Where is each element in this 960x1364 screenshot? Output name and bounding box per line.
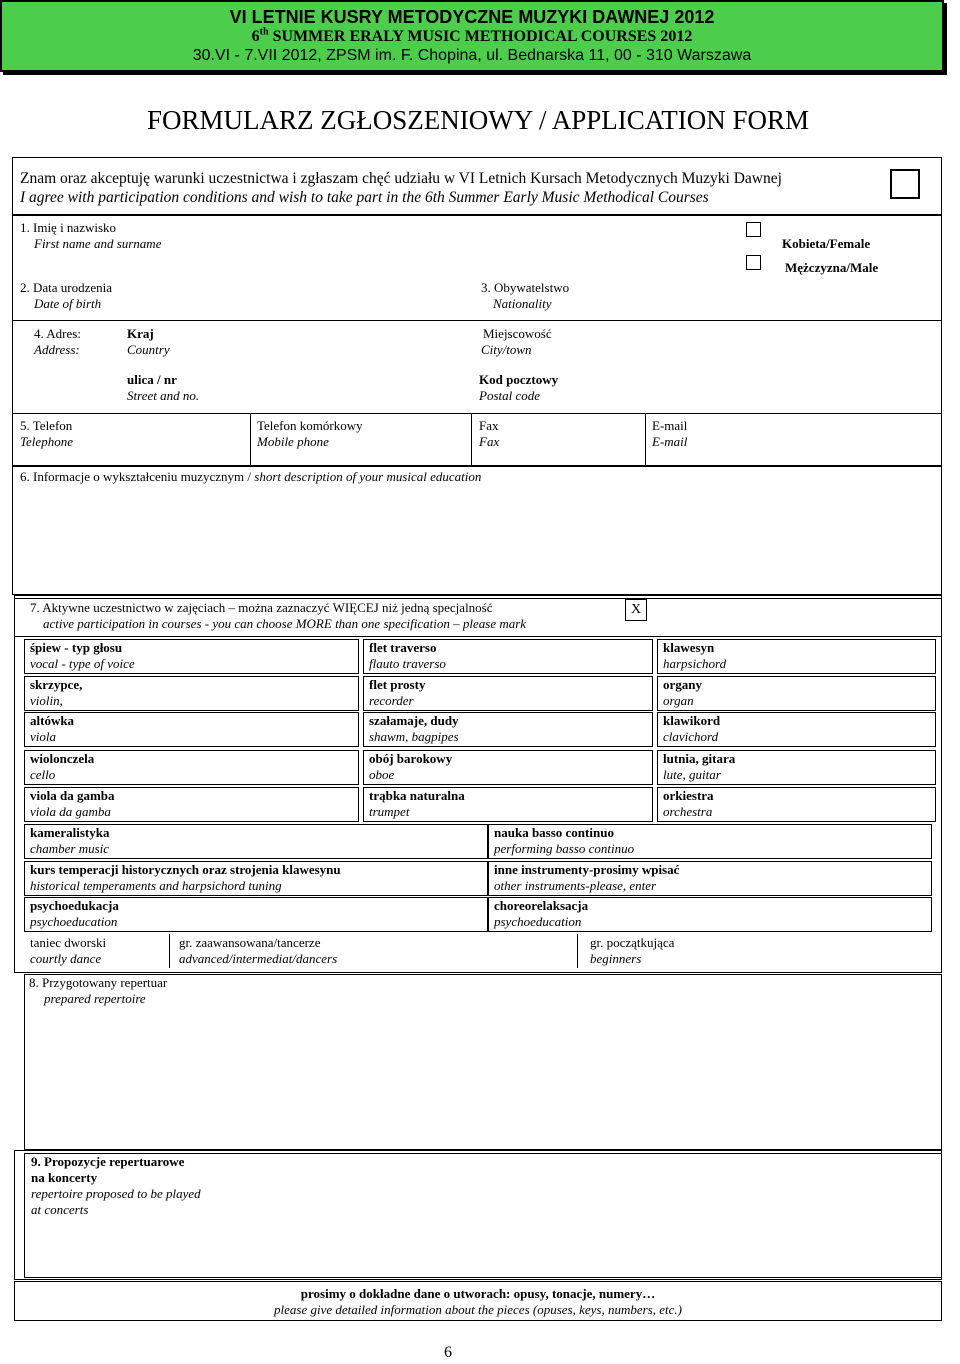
divider-phone — [12, 413, 942, 414]
option-label-pl: viola da gamba — [30, 788, 115, 803]
nationality-label-en: Nationality — [493, 296, 552, 311]
option-label-en: clavichord — [663, 729, 719, 744]
option-label-pl: orkiestra — [663, 788, 714, 803]
footer-note-pl: prosimy o dokładne dane o utworach: opusy, tonacje, numery… — [300, 1286, 656, 1301]
country-label-en: Country — [127, 342, 170, 357]
active-header-divider — [14, 636, 942, 637]
female-label: Kobieta/Female — [782, 236, 871, 251]
option-label-en: psychoeducation — [494, 914, 582, 929]
city-label-en: City/town — [481, 342, 532, 357]
page-number: 6 — [444, 1344, 452, 1361]
proposals-label-4: at concerts — [31, 1202, 89, 1217]
option-label-pl: choreorelaksacja — [494, 898, 589, 913]
fax-label-en: Fax — [479, 434, 500, 449]
option-label-pl: kameralistyka — [30, 825, 110, 840]
courtly-dance-en: courtly dance — [30, 951, 102, 966]
option-label-pl: śpiew - typ głosu — [30, 640, 123, 655]
address-label-pl: 4. Adres: — [34, 326, 81, 341]
email-label-pl: E-mail — [652, 418, 688, 433]
telephone-label-pl: 5. Telefon — [20, 418, 73, 433]
courtly-dance-pl: taniec dworski — [30, 935, 107, 950]
option-label-en: performing basso continuo — [494, 841, 635, 856]
option-label-pl: kurs temperacji historycznych oraz strojenia klawesynu — [30, 862, 341, 877]
option-label-en: lute, guitar — [663, 767, 721, 782]
dance-divider-2 — [577, 934, 578, 968]
option-label-pl: inne instrumenty-prosimy wpisać — [494, 862, 680, 877]
active-participation-top-line — [14, 598, 942, 599]
mobile-label-en: Mobile phone — [257, 434, 329, 449]
option-label-pl: skrzypce, — [30, 677, 83, 692]
option-label-pl: szałamaje, dudy — [369, 713, 459, 728]
option-label-en: other instruments-please, enter — [494, 878, 657, 893]
agreement-text-pl: Znam oraz akceptuję warunki uczestnictwa i zgłaszam chęć udziału w VI Letnich Kursach Metodycznych Muzyki Dawnej — [20, 170, 782, 187]
option-label-en: orchestra — [663, 804, 713, 819]
divider-mob-fax — [471, 413, 472, 466]
form-title: FORMULARZ ZGŁOSZENIOWY / APPLICATION FORM — [146, 105, 810, 135]
nationality-input[interactable] — [600, 280, 734, 316]
postal-label-en: Postal code — [479, 388, 541, 403]
option-label-en: vocal - type of voice — [30, 656, 135, 671]
proposals-inner-box — [24, 1153, 942, 1278]
repertoire-label-pl: 8. Przygotowany repertuar — [29, 975, 168, 990]
option-label-pl: lutnia, gitara — [663, 751, 736, 766]
option-label-en: trumpet — [369, 804, 410, 819]
male-checkbox[interactable] — [746, 255, 761, 270]
education-label: 6. Informacje o wykształceniu muzycznym / short description of your musical education — [20, 469, 482, 484]
footer-note-en: please give detailed information about the pieces (opuses, keys, numbers, etc.) — [274, 1302, 682, 1317]
option-label-en: organ — [663, 693, 694, 708]
education-box[interactable] — [12, 466, 942, 595]
option-label-pl: flet traverso — [369, 640, 437, 655]
city-label-pl: Miejscowość — [483, 326, 552, 341]
beginners-group-pl: gr. początkująca — [590, 935, 675, 950]
option-label-en: viola — [30, 729, 56, 744]
divider-tel-mob — [250, 413, 251, 466]
email-label-en: E-mail — [652, 434, 688, 449]
name-label-en: First name and surname — [34, 236, 162, 251]
dob-input[interactable] — [150, 280, 454, 316]
agreement-text-en: I agree with participation conditions and wish to take part in the 6th Summer Early Music Methodical Courses — [20, 189, 709, 206]
option-label-en: oboe — [369, 767, 395, 782]
active-title-en: active participation in courses - you can choose MORE than one specification – please mark — [43, 616, 527, 631]
dance-divider-1 — [169, 934, 170, 968]
option-label-en: harpsichord — [663, 656, 727, 671]
divider-address — [12, 320, 942, 321]
street-input[interactable] — [220, 372, 464, 408]
advanced-group-en: advanced/intermediat/dancers — [179, 951, 338, 966]
course-title: VI LETNIE KUSRY METODYCZNE MUZYKI DAWNEJ 2012 — [229, 7, 715, 27]
agreement-checkbox[interactable] — [890, 169, 920, 199]
fax-label-pl: Fax — [479, 418, 499, 433]
female-checkbox[interactable] — [746, 222, 761, 237]
name-label-pl: 1. Imię i nazwisko — [20, 220, 117, 235]
option-label-pl: altówka — [30, 713, 75, 728]
option-label-pl: flet prosty — [369, 677, 426, 692]
option-label-en: psychoeducation — [30, 914, 118, 929]
option-label-en: violin, — [30, 693, 63, 708]
option-label-pl: klawesyn — [663, 640, 715, 655]
option-label-pl: psychoedukacja — [30, 898, 119, 913]
option-label-pl: obój barokowy — [369, 751, 453, 766]
address-label-en: Address: — [34, 342, 80, 357]
option-label-en: viola da gamba — [30, 804, 111, 819]
option-label-pl: organy — [663, 677, 702, 692]
dob-label-en: Date of birth — [34, 296, 102, 311]
option-label-en: recorder — [369, 693, 414, 708]
proposals-label-2: na koncerty — [31, 1170, 98, 1185]
country-label-pl: Kraj — [127, 326, 154, 341]
course-dates-address: 30.VI - 7.VII 2012, ZPSM im. F. Chopina, ul. Bednarska 11, 00 - 310 Warszawa — [192, 47, 752, 64]
option-label-en: shawm, bagpipes — [369, 729, 459, 744]
dob-label-pl: 2. Data urodzenia — [20, 280, 113, 295]
city-input[interactable] — [580, 326, 934, 362]
option-label-en: chamber music — [30, 841, 110, 856]
beginners-group-en: beginners — [590, 951, 642, 966]
name-input[interactable] — [200, 220, 704, 256]
course-header-banner — [0, 0, 944, 72]
option-label-pl: nauka basso continuo — [494, 825, 614, 840]
nationality-label-pl: 3. Obywatelstwo — [481, 280, 570, 295]
street-label-pl: ulica / nr — [127, 372, 177, 387]
option-cell[interactable] — [24, 712, 359, 747]
proposals-label-3: repertoire proposed to be played — [31, 1186, 201, 1201]
telephone-label-en: Telephone — [20, 434, 73, 449]
option-label-pl: trąbka naturalna — [369, 788, 465, 803]
country-input[interactable] — [190, 326, 464, 362]
postal-label-pl: Kod pocztowy — [479, 372, 559, 387]
active-title-pl: 7. Aktywne uczestnictwo w zajęciach – można zaznaczyć WIĘCEJ niż jedną specjalność — [30, 600, 493, 615]
mobile-label-pl: Telefon komórkowy — [257, 418, 363, 433]
street-label-en: Street and no. — [127, 388, 200, 403]
repertoire-box[interactable] — [24, 974, 942, 1150]
divider-fax-email — [645, 413, 646, 466]
advanced-group-pl: gr. zaawansowana/tancerze — [179, 935, 321, 950]
option-label-en: cello — [30, 767, 56, 782]
option-label-en: flauto traverso — [369, 656, 446, 671]
postal-input[interactable] — [580, 372, 934, 408]
mark-example-box: X — [625, 599, 647, 621]
option-label-pl: wiolonczela — [30, 751, 95, 766]
repertoire-label-en: prepared repertoire — [44, 991, 146, 1006]
course-subtitle: 6th SUMMER ERALY MUSIC METHODICAL COURSES 2012 — [251, 26, 693, 45]
male-label: Mężczyzna/Male — [785, 260, 879, 275]
proposals-label-1: 9. Propozycje repertuarowe — [31, 1154, 185, 1169]
option-label-pl: klawikord — [663, 713, 721, 728]
option-label-en: historical temperaments and harpsichord tuning — [30, 878, 282, 893]
